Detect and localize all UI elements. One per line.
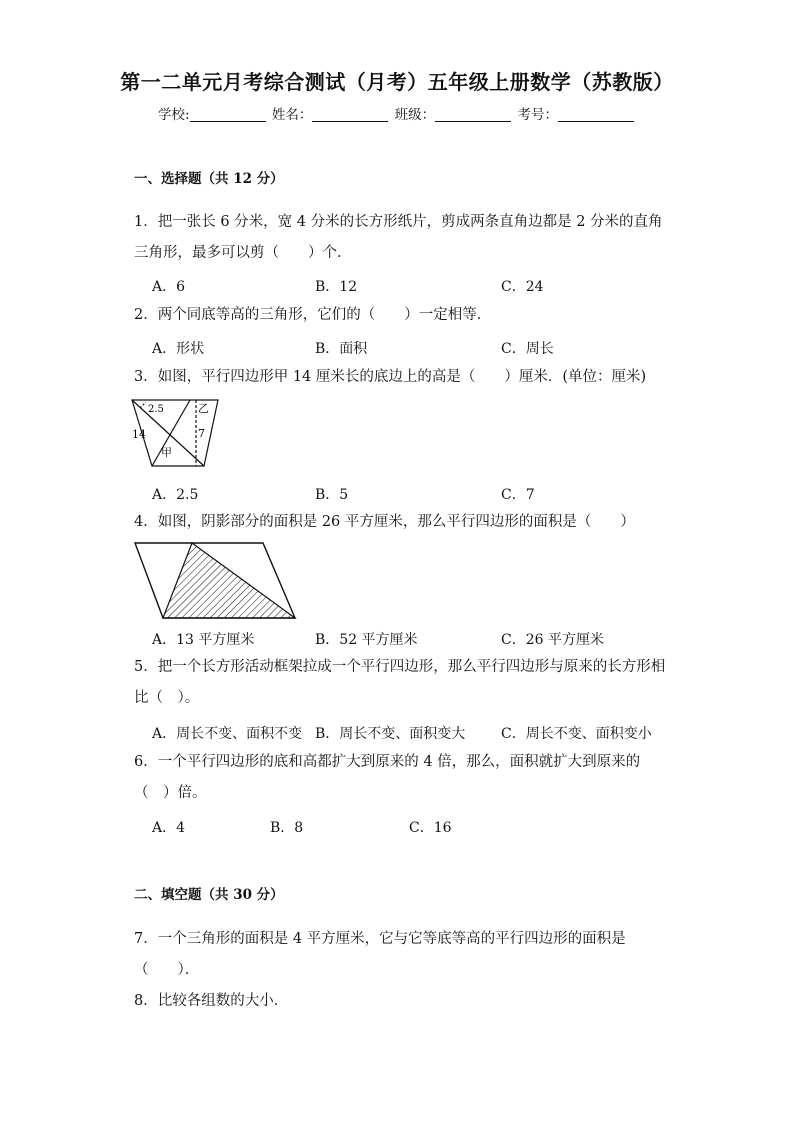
label-14: 14 xyxy=(132,428,146,441)
option-b[interactable]: B．面积 xyxy=(315,341,368,357)
option-c[interactable]: C．周长 xyxy=(501,341,554,357)
exam-no-blank[interactable] xyxy=(558,107,634,122)
option-a[interactable]: A．4 xyxy=(152,820,186,836)
question-1: 1．把一张长 6 分米，宽 4 分米的长方形纸片，剪成两条直角边都是 2 分米的直角三角形，最多可以剪（ ）个． xyxy=(134,214,663,261)
label-jia: 甲 xyxy=(161,446,172,459)
option-a[interactable]: A．6 xyxy=(152,279,186,295)
name-blank[interactable] xyxy=(312,107,388,122)
question-7: 7．一个三角形的面积是 4 平方厘米，它与它等底等高的平行四边形的面积是（ ）． xyxy=(134,931,626,978)
shaded-triangle xyxy=(163,543,295,618)
label-7: 7 xyxy=(198,427,205,440)
section-2-title: 二、填空题（共 30 分） xyxy=(134,887,284,903)
height-marker xyxy=(140,402,146,408)
option-c[interactable]: C．7 xyxy=(501,487,535,503)
school-blank[interactable] xyxy=(190,107,266,122)
school-label: 学校: xyxy=(158,107,190,123)
section-1-title: 一、选择题（共 12 分） xyxy=(134,171,284,187)
option-c[interactable]: C．16 xyxy=(409,820,452,836)
option-b[interactable]: B．5 xyxy=(315,487,349,503)
class-label: 班级： xyxy=(394,107,436,123)
option-a[interactable]: A．形状 xyxy=(152,341,205,357)
option-b[interactable]: B．8 xyxy=(270,820,304,836)
student-info-line xyxy=(0,103,794,123)
parallelogram-figure xyxy=(132,540,328,622)
option-c[interactable]: C．周长不变、面积变小 xyxy=(501,726,652,742)
question-6: 6．一个平行四边形的底和高都扩大到原来的 4 倍，那么，面积就扩大到原来的（ ）倍。 xyxy=(134,754,641,801)
option-b[interactable]: B．12 xyxy=(315,279,358,295)
exam-no-label: 考号： xyxy=(517,107,558,123)
option-c[interactable]: C．24 xyxy=(501,279,544,295)
name-label: 姓名： xyxy=(271,107,313,123)
question-2: 2．两个同底等高的三角形，它们的（ ）一定相等． xyxy=(134,307,492,323)
option-a[interactable]: A．13 平方厘米 xyxy=(152,632,255,648)
question-3: 3．如图，平行四边形甲 14 厘米长的底边上的高是（ ）厘米．(单位：厘米) xyxy=(134,369,647,385)
option-c[interactable]: C．26 平方厘米 xyxy=(501,632,604,648)
class-blank[interactable] xyxy=(435,107,511,122)
question-8: 8．比较各组数的大小． xyxy=(134,993,289,1009)
page-title: 第一二单元月考综合测试（月考）五年级上册数学（苏教版） xyxy=(120,70,674,94)
option-a[interactable]: A．周长不变、面积不变 xyxy=(152,726,303,742)
label-2-5: 2.5 xyxy=(148,404,164,415)
option-a[interactable]: A．2.5 xyxy=(152,487,199,503)
label-yi: 乙 xyxy=(198,402,209,415)
trapezoid-figure xyxy=(126,396,226,470)
option-b[interactable]: B．52 平方厘米 xyxy=(315,632,418,648)
question-5: 5．把一个长方形活动框架拉成一个平行四边形，那么平行四边形与原来的长方形相比（ ）。 xyxy=(134,659,666,706)
option-b[interactable]: B．周长不变、面积变大 xyxy=(315,726,466,742)
question-4: 4．如图，阴影部分的面积是 26 平方厘米，那么平行四边形的面积是（ ） xyxy=(134,514,635,530)
